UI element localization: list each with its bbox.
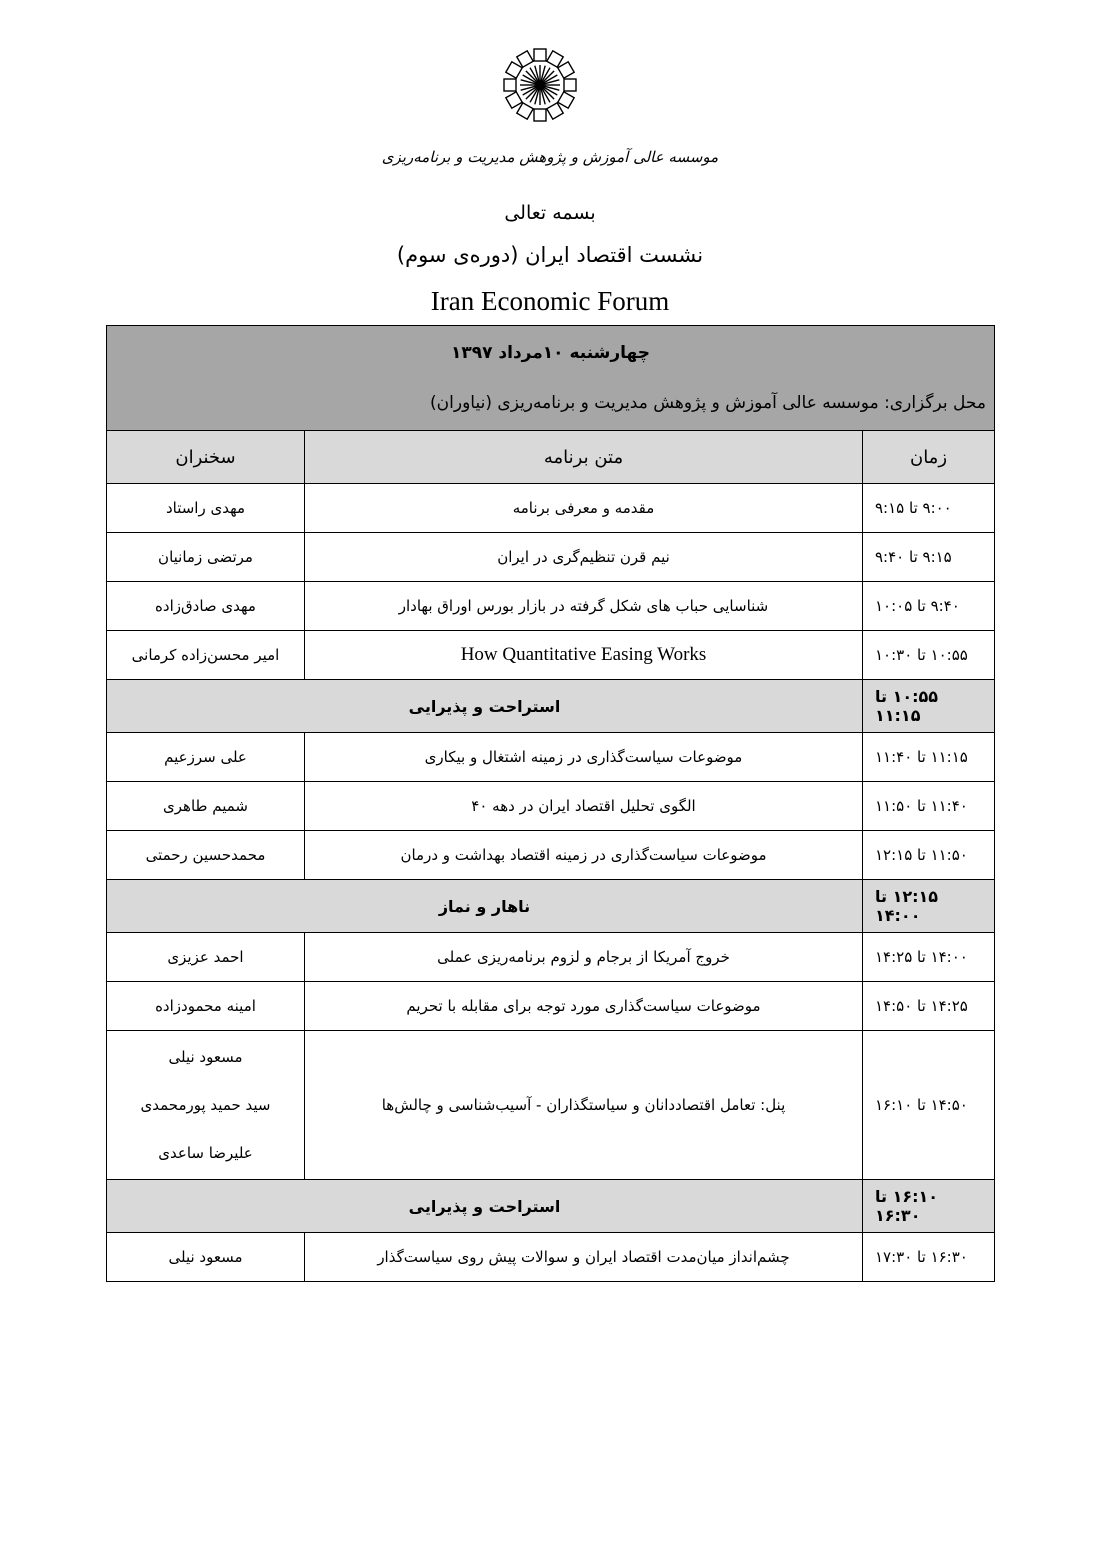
session-time: ۹:۰۰ تا ۹:۱۵ xyxy=(863,484,995,533)
session-time: ۱۴:۵۰ تا ۱۶:۱۰ xyxy=(863,1031,995,1180)
session-speakers xyxy=(107,533,305,582)
break-row xyxy=(107,880,995,933)
logo-square xyxy=(547,103,563,119)
session-speakers xyxy=(107,631,305,680)
session-time: ۱۶:۳۰ تا ۱۷:۳۰ xyxy=(863,1233,995,1282)
column-header-speakers: سخنران xyxy=(107,431,305,484)
logo-square xyxy=(517,51,533,67)
session-row xyxy=(107,982,995,1031)
logo-square xyxy=(534,109,546,121)
logo-square xyxy=(558,92,574,108)
session-row xyxy=(107,782,995,831)
session-time: ۱۴:۰۰ تا ۱۴:۲۵ xyxy=(863,933,995,982)
session-row xyxy=(107,1031,995,1180)
speaker-name: مسعود نیلی xyxy=(168,1048,243,1066)
session-speakers xyxy=(107,982,305,1031)
session-row xyxy=(107,1233,995,1282)
logo-square xyxy=(506,62,522,78)
institute-logo xyxy=(500,45,580,130)
speaker-name: مرتضی زمانیان xyxy=(158,548,253,566)
session-speakers xyxy=(107,1233,305,1282)
forum-title-persian: نشست اقتصاد ایران (دوره‌ی سوم) xyxy=(396,243,704,267)
session-row xyxy=(107,933,995,982)
session-speakers xyxy=(107,782,305,831)
break-time: ۱۶:۱۰ تا ۱۶:۳۰ xyxy=(863,1180,995,1233)
logo-square xyxy=(504,79,516,91)
session-time: ۱۴:۲۵ تا ۱۴:۵۰ xyxy=(863,982,995,1031)
table-header-cell xyxy=(107,326,995,431)
session-speakers xyxy=(107,582,305,631)
session-speakers xyxy=(107,933,305,982)
break-label: استراحت و پذیرایی xyxy=(107,680,863,733)
session-time: ۹:۱۵ تا ۹:۴۰ xyxy=(863,533,995,582)
speaker-name: علی سرزعیم xyxy=(164,748,247,766)
session-time: ۱۱:۵۰ تا ۱۲:۱۵ xyxy=(863,831,995,880)
column-header-time: زمان xyxy=(863,431,995,484)
schedule-table xyxy=(106,325,995,1282)
speaker-name: مهدی صادق‌زاده xyxy=(155,597,256,615)
session-title: How Quantitative Easing Works xyxy=(305,631,863,680)
session-title: خروج آمریکا از برجام و لزوم برنامه‌ریزی عملی xyxy=(305,933,863,982)
session-time: ۱۱:۴۰ تا ۱۱:۵۰ xyxy=(863,782,995,831)
session-row xyxy=(107,631,995,680)
session-speakers xyxy=(107,1031,305,1180)
session-time: ۱۱:۱۵ تا ۱۱:۴۰ xyxy=(863,733,995,782)
speaker-name: سید حمید پورمحمدی xyxy=(140,1096,271,1114)
session-row xyxy=(107,582,995,631)
institute-name: موسسه عالی آموزش و پژوهش مدیریت و برنامه‌ریزی xyxy=(381,148,719,166)
break-time: ۱۰:۵۵ تا ۱۱:۱۵ xyxy=(863,680,995,733)
speaker-name: محمدحسین رحمتی xyxy=(145,846,266,864)
session-title: پنل: تعامل اقتصاددانان و سیاستگذاران - آسیب‌شناسی و چالش‌ها xyxy=(305,1031,863,1180)
session-title: موضوعات سیاست‌گذاری در زمینه اشتغال و بیکاری xyxy=(305,733,863,782)
session-row xyxy=(107,484,995,533)
session-title: الگوی تحلیل اقتصاد ایران در دهه ۴۰ xyxy=(305,782,863,831)
session-title: چشم‌انداز میان‌مدت اقتصاد ایران و سوالات پیش روی سیاست‌گذار xyxy=(305,1233,863,1282)
session-title: شناسایی حباب های شکل گرفته در بازار بورس اوراق بهادار xyxy=(305,582,863,631)
session-row xyxy=(107,733,995,782)
break-label: استراحت و پذیرایی xyxy=(107,1180,863,1233)
session-time: ۹:۴۰ تا ۱۰:۰۵ xyxy=(863,582,995,631)
session-row xyxy=(107,533,995,582)
session-row xyxy=(107,831,995,880)
break-time: ۱۲:۱۵ تا ۱۴:۰۰ xyxy=(863,880,995,933)
session-speakers xyxy=(107,733,305,782)
logo-square xyxy=(547,51,563,67)
table-header-row xyxy=(107,326,995,431)
speaker-name: امیر محسن‌زاده کرمانی xyxy=(131,646,280,664)
break-row xyxy=(107,680,995,733)
session-speakers xyxy=(107,831,305,880)
column-header-program: متن برنامه xyxy=(305,431,863,484)
break-row xyxy=(107,1180,995,1233)
logo-square xyxy=(558,62,574,78)
break-label: ناهار و نماز xyxy=(107,880,863,933)
speaker-name: امینه محمودزاده xyxy=(155,997,256,1015)
forum-title-english: Iran Economic Forum xyxy=(430,286,670,316)
session-title: موضوعات سیاست‌گذاری مورد توجه برای مقابله با تحریم xyxy=(305,982,863,1031)
event-venue: محل برگزاری: موسسه عالی آموزش و پژوهش مدیریت و برنامه‌ریزی (نیاوران) xyxy=(430,393,986,413)
logo-square xyxy=(534,49,546,61)
speaker-name: مهدی راستاد xyxy=(165,499,246,517)
speaker-name: شمیم طاهری xyxy=(163,797,248,815)
column-header-row xyxy=(107,431,995,484)
speaker-name: علیرضا ساعدی xyxy=(158,1144,253,1162)
event-date: چهارشنبه ۱۰مرداد ۱۳۹۷ xyxy=(450,343,651,363)
session-title: نیم قرن تنظیم‌گری در ایران xyxy=(305,533,863,582)
session-title: مقدمه و معرفی برنامه xyxy=(305,484,863,533)
session-time: ۱۰:۵۵ تا ۱۰:۳۰ xyxy=(863,631,995,680)
logo-center xyxy=(536,81,544,89)
bismillah-heading: بسمه تعالی xyxy=(504,202,596,224)
logo-square xyxy=(506,92,522,108)
session-speakers xyxy=(107,484,305,533)
session-title: موضوعات سیاست‌گذاری در زمینه اقتصاد بهداشت و درمان xyxy=(305,831,863,880)
logo-square xyxy=(564,79,576,91)
logo-square xyxy=(517,103,533,119)
speaker-name: احمد عزیزی xyxy=(167,948,244,966)
speaker-name: مسعود نیلی xyxy=(168,1248,243,1266)
